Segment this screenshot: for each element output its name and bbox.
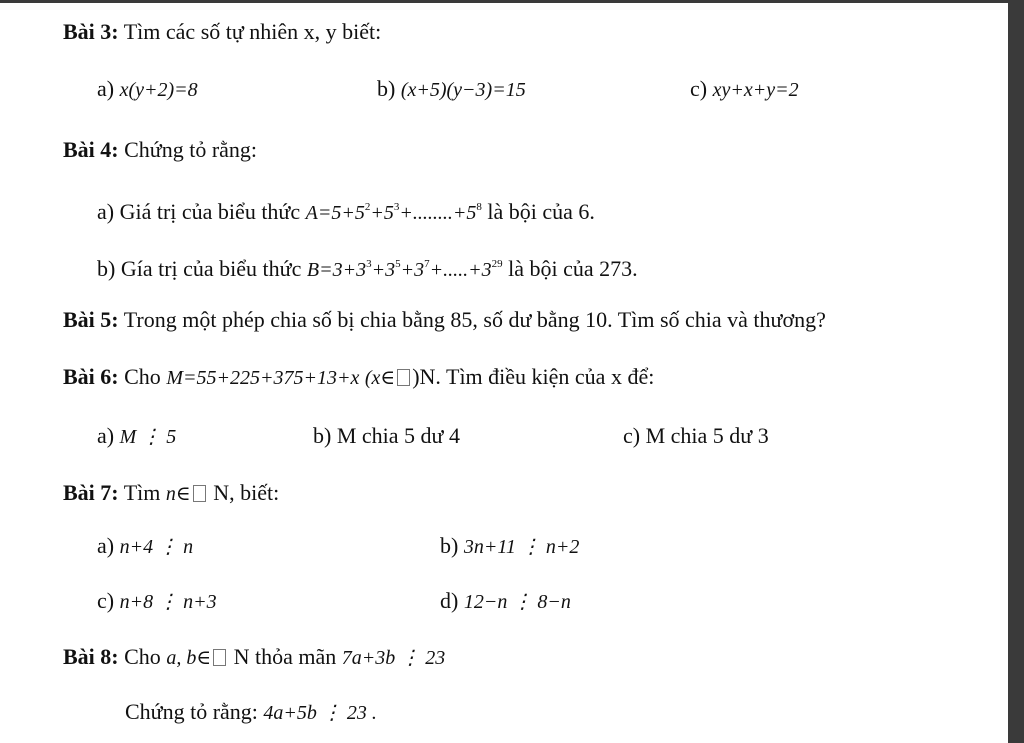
bai6-a-expr: M ⋮ 5 bbox=[119, 426, 177, 448]
bai6-expr: M=55+225+375+13+x bbox=[166, 367, 360, 389]
bai8-prove-expr: 4a+5b ⋮ 23 . bbox=[263, 702, 377, 724]
bai6-b bbox=[313, 422, 460, 450]
bai7-a-expr: n+4 ⋮ n bbox=[119, 536, 194, 558]
bai4-b bbox=[97, 250, 638, 284]
bai6-a-label: a) bbox=[97, 423, 115, 448]
bai4-a-expr: $A=5+5^2+5^3+........+5^8$ bbox=[305, 201, 482, 224]
bai4-b-label: b) Gía trị của biểu thức bbox=[97, 256, 302, 281]
bai5-text: Trong một phép chia số bị chia bằng 85, số dư bằng 10. Tìm số chia và thương? bbox=[123, 307, 826, 332]
bai3-c-expr: xy+x+y=2 bbox=[712, 79, 799, 101]
bai8-cond: 7a+3b ⋮ 23 bbox=[341, 647, 446, 669]
bai7-c-expr: n+8 ⋮ n+3 bbox=[119, 591, 217, 613]
bai4-a bbox=[97, 193, 595, 227]
bai3-b-label: b) bbox=[377, 76, 396, 101]
bai8-heading bbox=[63, 643, 445, 672]
bai8-prove-text: Chứng tỏ rằng: bbox=[125, 699, 258, 724]
bai7-b-label: b) bbox=[440, 533, 459, 558]
bai7-b-expr: 3n+11 ⋮ n+2 bbox=[463, 536, 580, 558]
bai4-title: Bài 4: bbox=[63, 137, 119, 162]
bai7-d bbox=[440, 587, 571, 616]
bai6-a bbox=[97, 422, 176, 451]
bai3-a-label: a) bbox=[97, 76, 115, 101]
bai7-text-pre: Tìm bbox=[123, 480, 161, 505]
bai8-prove bbox=[125, 698, 377, 727]
bai7-a-label: a) bbox=[97, 533, 115, 558]
bai7-c bbox=[97, 587, 217, 616]
bai3-a bbox=[97, 75, 198, 104]
bai7-d-expr: 12−n ⋮ 8−n bbox=[463, 591, 571, 613]
bai7-heading bbox=[63, 479, 279, 508]
bai3-heading bbox=[63, 18, 381, 46]
bai7-title: Bài 7: bbox=[63, 480, 119, 505]
bai7-d-label: d) bbox=[440, 588, 459, 613]
bai8-title: Bài 8: bbox=[63, 644, 119, 669]
bai3-c bbox=[690, 75, 799, 104]
bai4-a-tail: là bội của 6. bbox=[487, 199, 595, 224]
bai8-text-mid: N thỏa mãn bbox=[233, 644, 337, 669]
bai6-b-text: b) M chia 5 dư 4 bbox=[313, 423, 460, 448]
bai3-text: Tìm các số tự nhiên x, y biết: bbox=[123, 19, 382, 44]
bai3-c-label: c) bbox=[690, 76, 708, 101]
bai4-text: Chứng tỏ rằng: bbox=[124, 137, 258, 162]
bai5-heading bbox=[63, 306, 826, 334]
window-right-border bbox=[1008, 0, 1024, 743]
bai4-a-label: a) Giá trị của biểu thức bbox=[97, 199, 301, 224]
bai3-a-expr: x(y+2)=8 bbox=[119, 79, 198, 101]
bai6-heading bbox=[63, 363, 654, 392]
bai8-text-pre: Cho bbox=[124, 644, 161, 669]
bai7-a bbox=[97, 532, 193, 561]
natural-set-glyph bbox=[397, 369, 410, 386]
natural-set-glyph bbox=[213, 649, 226, 666]
bai7-c-label: c) bbox=[97, 588, 115, 613]
natural-set-glyph bbox=[193, 485, 206, 502]
bai3-b bbox=[377, 75, 526, 104]
bai6-cond-post: )N. Tìm điều kiện của x để: bbox=[412, 364, 655, 389]
bai3-title: Bài 3: bbox=[63, 19, 119, 44]
bai3-b-expr: (x+5)(y−3)=15 bbox=[400, 79, 526, 101]
bai4-heading bbox=[63, 136, 257, 164]
bai5-title: Bài 5: bbox=[63, 307, 119, 332]
bai8-expr: a, b∈ bbox=[166, 647, 212, 669]
bai7-expr: n∈ bbox=[165, 483, 191, 505]
bai6-c-text: c) M chia 5 dư 3 bbox=[623, 423, 769, 448]
window-top-border bbox=[0, 0, 1024, 3]
bai4-b-tail: là bội của 273. bbox=[508, 256, 638, 281]
bai6-c bbox=[623, 422, 769, 450]
bai6-title: Bài 6: bbox=[63, 364, 119, 389]
bai7-b bbox=[440, 532, 579, 561]
bai4-b-expr: $B=3+3^3+3^5+3^7+.....+3^{29}$ bbox=[306, 258, 503, 281]
bai6-text-pre: Cho bbox=[124, 364, 161, 389]
bai7-text-post: N, biết: bbox=[213, 480, 280, 505]
bai6-cond-pre: (x∈ bbox=[364, 367, 396, 389]
